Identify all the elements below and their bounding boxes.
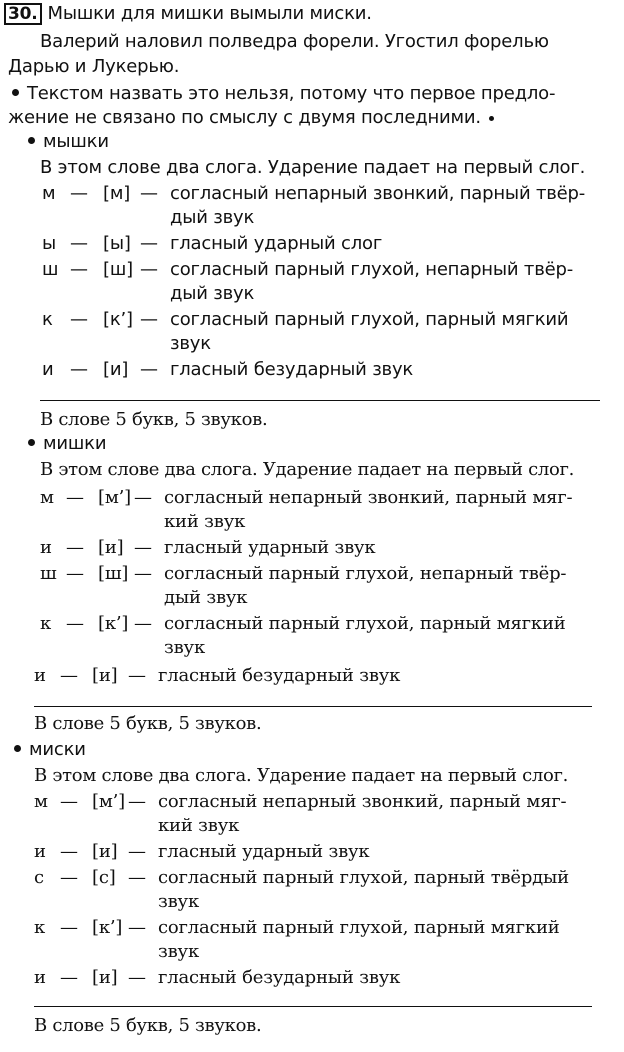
sound-row-cont [0,206,624,230]
sound-dash: — [66,487,84,508]
sound-letter: ы [42,233,57,254]
sound-dash: — [134,487,152,508]
sound-transcription: [и] [92,665,118,686]
word-label: миски [29,739,86,760]
sound-row-cont [0,636,624,660]
sound-row [0,866,624,890]
sound-letter: к [34,917,46,938]
sound-dash: — [134,537,152,558]
sound-transcription: [и] [103,359,129,380]
sound-row [0,612,624,636]
sound-description: согласный непарный звонкий, парный мяг- [164,487,573,508]
text-line-1: Валерий наловил полведра форели. Угостил форелью [40,31,549,52]
sound-row-cont [0,510,624,534]
sound-dash: — [128,917,146,938]
sound-dash: — [128,867,146,888]
sound-description-cont: кий звук [164,511,246,532]
syllables-line: В этом слове два слога. Ударение падает на первый слог. [34,765,569,786]
sound-dash: — [60,665,78,686]
sound-dash: — [70,309,88,330]
sound-row-cont [0,282,624,306]
sound-dash: — [66,537,84,558]
sound-row-cont [0,940,624,964]
summary-line: В слове 5 букв, 5 звуков. [34,1015,262,1036]
sound-dash: — [70,259,88,280]
word-label: мышки [43,131,109,152]
sound-row [0,258,624,282]
syllables-line: В этом слове два слога. Ударение падает на первый слог. [40,459,575,480]
divider [34,706,592,707]
sound-description: гласный ударный звук [164,537,376,558]
sound-dash: — [140,309,158,330]
sound-row [0,182,624,206]
sound-description-cont: звук [164,637,205,658]
sound-transcription: [ш] [98,563,129,584]
sound-description: согласный парный глухой, непарный твёр- [164,563,567,584]
sound-dash: — [60,917,78,938]
sound-row [0,232,624,256]
exercise-header [4,2,372,26]
sound-dash: — [140,233,158,254]
text-line-2: Дарью и Лукерью. [8,56,180,77]
sound-row [0,840,624,864]
summary-line: В слове 5 букв, 5 звуков. [34,713,262,734]
sound-dash: — [60,791,78,812]
exercise-title: Мышки для мишки вымыли миски. [47,3,372,24]
sound-letter: и [34,967,46,988]
sound-row-cont [0,890,624,914]
sound-transcription: [и] [92,967,118,988]
sound-row [0,536,624,560]
sound-letter: ш [40,563,57,584]
sound-transcription: [и] [98,537,124,558]
sound-dash: — [128,791,146,812]
sound-dash: — [134,613,152,634]
sound-transcription: [к’] [103,309,133,330]
sound-description: гласный ударный слог [170,233,383,254]
sound-description: гласный ударный звук [158,841,370,862]
sound-description: согласный парный глухой, парный мягкий [164,613,566,634]
sound-description-cont: звук [158,941,199,962]
sound-description: согласный парный глухой, непарный твёр- [170,259,574,280]
sound-description-cont: дый звук [170,283,255,304]
sound-row-cont [0,586,624,610]
exercise-number: 30. [4,3,42,25]
sound-description: согласный парный глухой, парный мягкий [158,917,560,938]
sound-letter: и [40,537,52,558]
sound-transcription: [и] [92,841,118,862]
sound-dash: — [60,967,78,988]
sound-description-cont: дый звук [164,587,248,608]
note-line-1 [12,82,555,106]
sound-row-cont [0,332,624,356]
sound-letter: и [42,359,54,380]
sound-row [0,790,624,814]
sound-row [0,358,624,382]
sound-letter: м [42,183,56,204]
sound-dash: — [60,867,78,888]
bullet-icon [28,439,35,446]
sound-row-cont [0,814,624,838]
sound-description-cont: звук [158,891,199,912]
sound-letter: м [40,487,54,508]
sound-dash: — [70,183,88,204]
sound-letter: и [34,665,46,686]
word-label: мишки [43,433,107,454]
sound-transcription: [к’] [92,917,123,938]
syllables-line: В этом слове два слога. Ударение падает на первый слог. [40,157,586,178]
bullet-icon [28,137,35,144]
sound-description: согласный непарный звонкий, парный твёр- [170,183,586,204]
sound-transcription: [м’] [92,791,125,812]
sound-description: согласный парный глухой, парный твёрдый [158,867,569,888]
sound-description: согласный парный глухой, парный мягкий [170,309,569,330]
sound-dash: — [128,967,146,988]
note-text-1: Текстом назвать это нельзя, потому что первое предло- [27,83,556,104]
summary-line: В слове 5 букв, 5 звуков. [40,409,268,430]
sound-description: согласный непарный звонкий, парный мяг- [158,791,567,812]
bullet-icon [12,89,19,96]
sound-letter: м [34,791,48,812]
sound-dash: — [134,563,152,584]
sound-row [0,562,624,586]
sound-dash: — [66,563,84,584]
sound-letter: к [42,309,53,330]
sound-letter: и [34,841,46,862]
sound-row [0,486,624,510]
sound-row [0,966,624,990]
sound-description: гласный безударный звук [158,665,401,686]
sound-row [0,916,624,940]
sound-transcription: [м’] [98,487,131,508]
divider [34,1006,592,1007]
sound-description-cont: кий звук [158,815,240,836]
divider [40,400,600,401]
sound-description: гласный безударный звук [158,967,401,988]
sound-description-cont: звук [170,333,211,354]
sound-dash: — [140,359,158,380]
sound-row [0,664,624,688]
sound-dash: — [66,613,84,634]
sound-dash: — [70,359,88,380]
sound-transcription: [ы] [103,233,131,254]
note-text-2: жение не связано по смыслу с двумя последними. [8,107,481,128]
sound-dash: — [128,841,146,862]
sound-letter: ш [42,259,59,280]
sound-letter: к [40,613,52,634]
sound-dash: — [60,841,78,862]
word-heading-3 [14,738,86,762]
bullet-icon [14,745,21,752]
sound-dash: — [70,233,88,254]
sound-dash: — [140,183,158,204]
sound-transcription: [ш] [103,259,133,280]
word-heading-2 [28,432,106,456]
sound-transcription: [к’] [98,613,129,634]
sound-description-cont: дый звук [170,207,255,228]
sound-row [0,308,624,332]
sound-transcription: [с] [92,867,116,888]
sound-transcription: [м] [103,183,131,204]
sound-letter: с [34,867,44,888]
word-heading-1 [28,130,109,154]
note-line-2 [8,106,494,130]
bullet-icon [489,116,494,121]
sound-dash: — [128,665,146,686]
sound-dash: — [140,259,158,280]
sound-description: гласный безударный звук [170,359,414,380]
